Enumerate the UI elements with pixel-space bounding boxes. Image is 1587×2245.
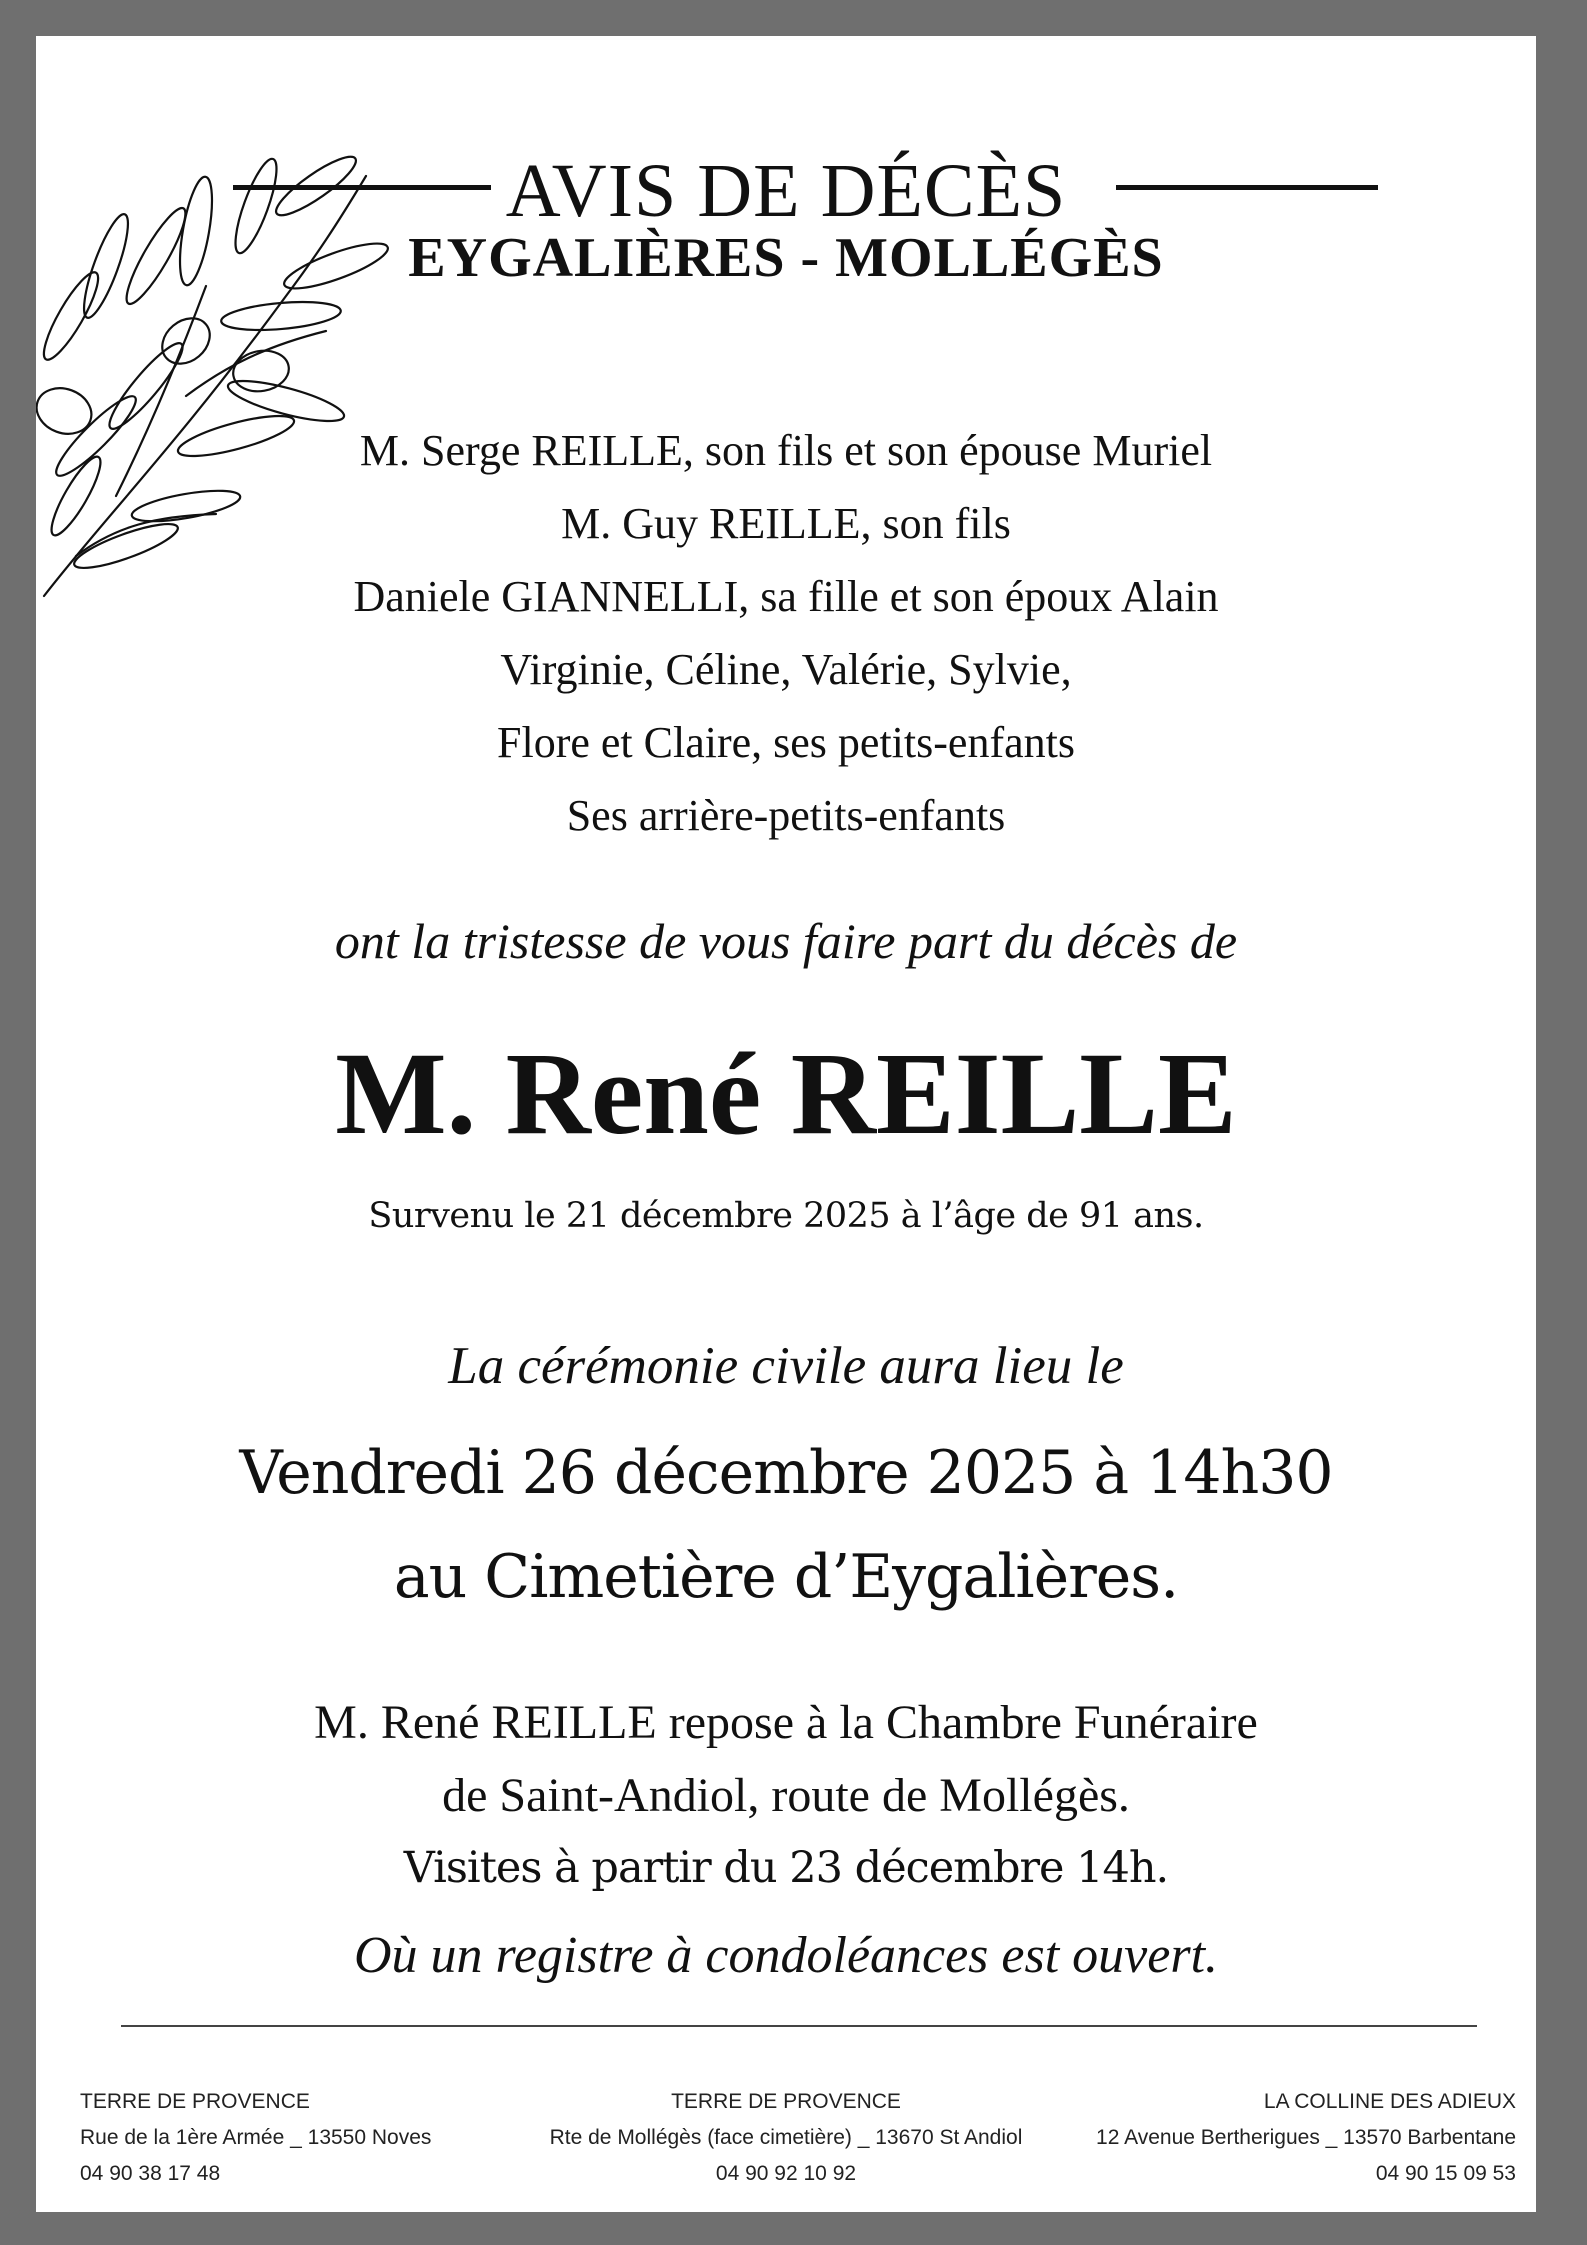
ceremony-details bbox=[36, 1421, 1536, 1629]
repose-details bbox=[36, 1686, 1536, 1905]
title-row bbox=[36, 108, 1536, 233]
location-subtitle: EYGALIÈRES - MOLLÉGÈS bbox=[408, 227, 1164, 289]
footer-divider bbox=[121, 2025, 1477, 2027]
notice-title: AVIS DE DÉCÈS bbox=[505, 149, 1067, 233]
repose-line: M. René REILLE repose à la Chambre Funéraire bbox=[314, 1696, 1258, 1749]
agency-name: TERRE DE PROVENCE bbox=[671, 2090, 901, 2113]
family-line: Flore et Claire, ses petits-enfants bbox=[497, 718, 1075, 767]
family-line: Virginie, Céline, Valérie, Sylvie, bbox=[500, 645, 1072, 694]
ceremony-intro: La cérémonie civile aura lieu le bbox=[448, 1337, 1124, 1395]
deceased-name: M. René REILLE bbox=[335, 1028, 1237, 1159]
visits-line: Visites à partir du 23 décembre 14h. bbox=[403, 1843, 1169, 1893]
registry-note: Où un registre à condoléances est ouvert. bbox=[353, 1927, 1219, 1984]
footer-agency-barbentane bbox=[1096, 2084, 1516, 2192]
agency-address: 12 Avenue Bertherigues _ 13570 Barbentane bbox=[1096, 2126, 1516, 2149]
family-line: M. Guy REILLE, son fils bbox=[561, 499, 1011, 548]
agency-phone: 04 90 38 17 48 bbox=[80, 2162, 221, 2185]
agency-address: Rue de la 1ère Armée _ 13550 Noves bbox=[80, 2126, 432, 2149]
repose-line: de Saint-Andiol, route de Mollégès. bbox=[442, 1769, 1130, 1822]
family-line: Daniele GIANNELLI, sa fille et son époux Alain bbox=[353, 572, 1219, 621]
ceremony-place: au Cimetière d’Eygalières. bbox=[393, 1542, 1179, 1612]
footer-agency-noves bbox=[80, 2084, 431, 2192]
death-date-line: Survenu le 21 décembre 2025 à l’âge de 91 ans. bbox=[368, 1196, 1204, 1236]
notice-page bbox=[36, 36, 1536, 2212]
agency-phone: 04 90 92 10 92 bbox=[715, 2162, 857, 2185]
family-list bbox=[36, 414, 1536, 852]
announcement-intro: ont la tristesse de vous faire part du décès de bbox=[334, 913, 1238, 969]
ceremony-date: Vendredi 26 décembre 2025 à 14h30 bbox=[239, 1438, 1333, 1508]
agency-name: LA COLLINE DES ADIEUX bbox=[1263, 2090, 1516, 2113]
agency-address: Rte de Mollégès (face cimetière) _ 13670 St Andiol bbox=[549, 2126, 1023, 2149]
family-line: M. Serge REILLE, son fils et son épouse Muriel bbox=[359, 426, 1213, 475]
footer-agency-st-andiol bbox=[436, 2084, 1136, 2192]
agency-phone: 04 90 15 09 53 bbox=[1375, 2162, 1516, 2185]
title-rule-right bbox=[1116, 185, 1378, 190]
family-line: Ses arrière-petits-enfants bbox=[566, 791, 1006, 840]
agency-name: TERRE DE PROVENCE bbox=[80, 2090, 310, 2113]
